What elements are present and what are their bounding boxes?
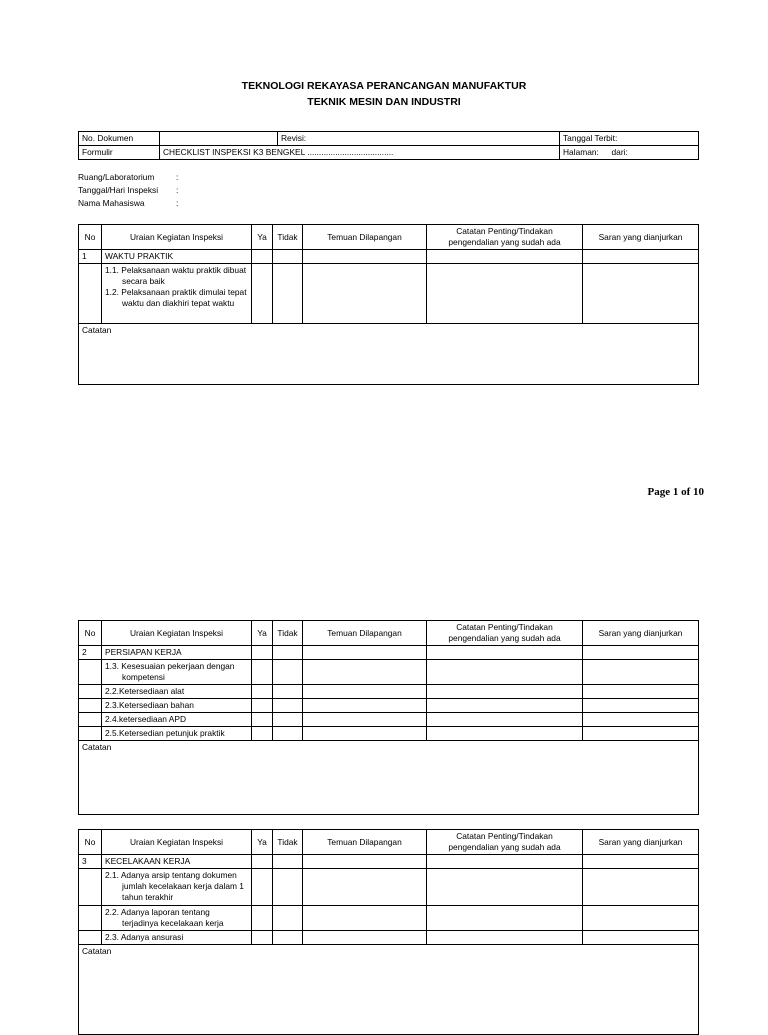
tanggal-label: Tanggal/Hari Inspeksi — [78, 185, 159, 195]
page-total: 10 — [693, 486, 704, 498]
col-uraian: Uraian Kegiatan Inspeksi — [102, 621, 252, 646]
col-tidak: Tidak — [273, 830, 303, 855]
col-ya: Ya — [252, 830, 273, 855]
saran-cell[interactable] — [583, 869, 699, 906]
temuan-cell[interactable] — [303, 685, 427, 699]
col-temuan: Temuan Dilapangan — [303, 225, 427, 250]
saran-cell[interactable] — [583, 699, 699, 713]
catatan-cell[interactable] — [427, 855, 583, 869]
temuan-cell[interactable] — [303, 250, 427, 264]
saran-cell[interactable] — [583, 250, 699, 264]
temuan-cell[interactable] — [303, 699, 427, 713]
col-catatan-line1: Catatan Penting/Tindakan — [456, 831, 553, 841]
tanggal-colon: : — [176, 185, 179, 195]
col-catatan-line2: pengendalian yang sudah ada — [448, 633, 561, 643]
catatan-label: Catatan — [82, 946, 112, 956]
formulir-label: Formulir — [79, 146, 160, 160]
document-info-table — [78, 131, 699, 160]
checklist-title: CHECKLIST INSPEKSI K3 BENGKEL ..................................... — [160, 146, 560, 160]
check-tidak[interactable] — [273, 727, 303, 741]
no-dokumen-value[interactable] — [160, 132, 278, 146]
col-uraian: Uraian Kegiatan Inspeksi — [102, 830, 252, 855]
check-tidak[interactable] — [273, 931, 303, 945]
check-tidak[interactable] — [273, 855, 303, 869]
item-2-1-text: 1.3. Kesesuaian pekerjaan dengan kompetensi — [105, 661, 235, 682]
document-title: TEKNOLOGI REKAYASA PERANCANGAN MANUFAKTUR — [241, 80, 527, 92]
col-temuan: Temuan Dilapangan — [303, 621, 427, 646]
check-ya[interactable] — [252, 713, 273, 727]
check-ya[interactable] — [252, 906, 273, 931]
col-catatan — [427, 830, 583, 855]
inspection-table-3 — [78, 829, 699, 1035]
halaman-cell — [560, 146, 699, 160]
nama-label: Nama Mahasiswa — [78, 198, 145, 208]
saran-cell[interactable] — [583, 906, 699, 931]
col-saran: Saran yang dianjurkan — [583, 830, 699, 855]
catatan-box[interactable] — [79, 741, 699, 815]
check-tidak[interactable] — [273, 699, 303, 713]
temuan-cell[interactable] — [303, 660, 427, 685]
check-tidak[interactable] — [273, 264, 303, 324]
item-2-4: 2.4.ketersediaan APD — [102, 713, 252, 727]
catatan-box[interactable] — [79, 324, 699, 385]
col-catatan-line2: pengendalian yang sudah ada — [448, 237, 561, 247]
check-tidak[interactable] — [273, 646, 303, 660]
col-saran: Saran yang dianjurkan — [583, 621, 699, 646]
item-1-1: 1.1. Pelaksanaan waktu praktik dibuat secara baik — [105, 265, 247, 286]
check-tidak[interactable] — [273, 869, 303, 906]
document-subtitle: TEKNIK MESIN DAN INDUSTRI — [307, 96, 461, 108]
inspection-table-2 — [78, 620, 699, 815]
catatan-cell[interactable] — [427, 713, 583, 727]
item-3-2 — [102, 906, 252, 931]
no-dokumen-label: No. Dokumen — [79, 132, 160, 146]
col-catatan-line1: Catatan Penting/Tindakan — [456, 622, 553, 632]
page-of: of — [678, 486, 693, 498]
col-catatan — [427, 621, 583, 646]
check-ya[interactable] — [252, 685, 273, 699]
catatan-cell[interactable] — [427, 906, 583, 931]
section-number: 2 — [79, 646, 102, 660]
section-number: 3 — [79, 855, 102, 869]
temuan-cell[interactable] — [303, 906, 427, 931]
check-tidak[interactable] — [273, 713, 303, 727]
col-tidak: Tidak — [273, 225, 303, 250]
temuan-cell[interactable] — [303, 646, 427, 660]
section-number: 1 — [79, 250, 102, 264]
col-catatan-line2: pengendalian yang sudah ada — [448, 842, 561, 852]
nama-colon: : — [176, 198, 179, 208]
temuan-cell[interactable] — [303, 727, 427, 741]
catatan-cell[interactable] — [427, 869, 583, 906]
catatan-cell[interactable] — [427, 646, 583, 660]
ruang-label: Ruang/Laboratorium — [78, 172, 155, 182]
saran-cell[interactable] — [583, 646, 699, 660]
catatan-cell[interactable] — [427, 931, 583, 945]
section-title: KECELAKAAN KERJA — [102, 855, 252, 869]
temuan-cell[interactable] — [303, 931, 427, 945]
item-2-5: 2.5.Ketersedian petunjuk praktik — [102, 727, 252, 741]
inspection-table-1 — [78, 224, 699, 385]
item-3-2-text: 2.2. Adanya laporan tentang terjadinya kecelakaan kerja — [105, 907, 224, 928]
col-tidak: Tidak — [273, 621, 303, 646]
catatan-label: Catatan — [82, 742, 112, 752]
item-2-3: 2.3.Ketersediaan bahan — [102, 699, 252, 713]
col-no: No — [79, 225, 102, 250]
col-ya: Ya — [252, 621, 273, 646]
check-tidak[interactable] — [273, 250, 303, 264]
tanggal-row — [78, 184, 178, 197]
catatan-cell[interactable] — [427, 699, 583, 713]
catatan-cell[interactable] — [427, 250, 583, 264]
col-no: No — [79, 621, 102, 646]
saran-cell[interactable] — [583, 727, 699, 741]
col-no: No — [79, 830, 102, 855]
saran-cell[interactable] — [583, 685, 699, 699]
catatan-label: Catatan — [82, 325, 112, 335]
dari-label: dari: — [611, 147, 628, 157]
section-title: PERSIAPAN KERJA — [102, 646, 252, 660]
col-catatan — [427, 225, 583, 250]
check-ya[interactable] — [252, 646, 273, 660]
page-prefix: Page — [647, 486, 673, 498]
item-3-1-text: 2.1. Adanya arsip tentang dokumen jumlah kecelakaan kerja dalam 1 tahun terakhir — [105, 870, 244, 902]
tanggal-terbit-label: Tanggal Terbit: — [560, 132, 699, 146]
saran-cell[interactable] — [583, 713, 699, 727]
col-catatan-line1: Catatan Penting/Tindakan — [456, 226, 553, 236]
ruang-row — [78, 171, 178, 184]
item-2-1 — [102, 660, 252, 685]
halaman-label: Halaman: — [563, 147, 599, 157]
temuan-cell[interactable] — [303, 869, 427, 906]
item-3-1 — [102, 869, 252, 906]
check-ya[interactable] — [252, 855, 273, 869]
temuan-cell[interactable] — [303, 713, 427, 727]
check-tidak[interactable] — [273, 906, 303, 931]
section-title: WAKTU PRAKTIK — [102, 250, 252, 264]
check-ya[interactable] — [252, 869, 273, 906]
saran-cell[interactable] — [583, 660, 699, 685]
info-block — [78, 171, 178, 210]
col-temuan: Temuan Dilapangan — [303, 830, 427, 855]
col-saran: Saran yang dianjurkan — [583, 225, 699, 250]
check-ya[interactable] — [252, 699, 273, 713]
catatan-cell[interactable] — [427, 727, 583, 741]
page-number — [647, 486, 704, 498]
page-current: 1 — [672, 486, 679, 498]
check-ya[interactable] — [252, 264, 273, 324]
item-list — [102, 264, 252, 324]
temuan-cell[interactable] — [303, 855, 427, 869]
saran-cell[interactable] — [583, 855, 699, 869]
catatan-cell[interactable] — [427, 685, 583, 699]
check-ya[interactable] — [252, 727, 273, 741]
catatan-box[interactable] — [79, 945, 699, 1035]
temuan-cell[interactable] — [303, 264, 427, 324]
revisi-label: Revisi: — [278, 132, 560, 146]
check-tidak[interactable] — [273, 660, 303, 685]
check-ya[interactable] — [252, 250, 273, 264]
catatan-cell[interactable] — [427, 660, 583, 685]
saran-cell[interactable] — [583, 264, 699, 324]
item-2-2: 2.2.Ketersediaan alat — [102, 685, 252, 699]
check-tidak[interactable] — [273, 685, 303, 699]
nama-row — [78, 197, 178, 210]
item-1-2: 1.2. Pelaksanaan praktik dimulai tepat waktu dan diakhiri tepat waktu — [105, 287, 247, 308]
saran-cell[interactable] — [583, 931, 699, 945]
catatan-cell[interactable] — [427, 264, 583, 324]
col-uraian: Uraian Kegiatan Inspeksi — [102, 225, 252, 250]
col-ya: Ya — [252, 225, 273, 250]
check-ya[interactable] — [252, 660, 273, 685]
check-ya[interactable] — [252, 931, 273, 945]
ruang-colon: : — [176, 172, 179, 182]
item-3-3: 2.3. Adanya ansurasi — [102, 931, 252, 945]
